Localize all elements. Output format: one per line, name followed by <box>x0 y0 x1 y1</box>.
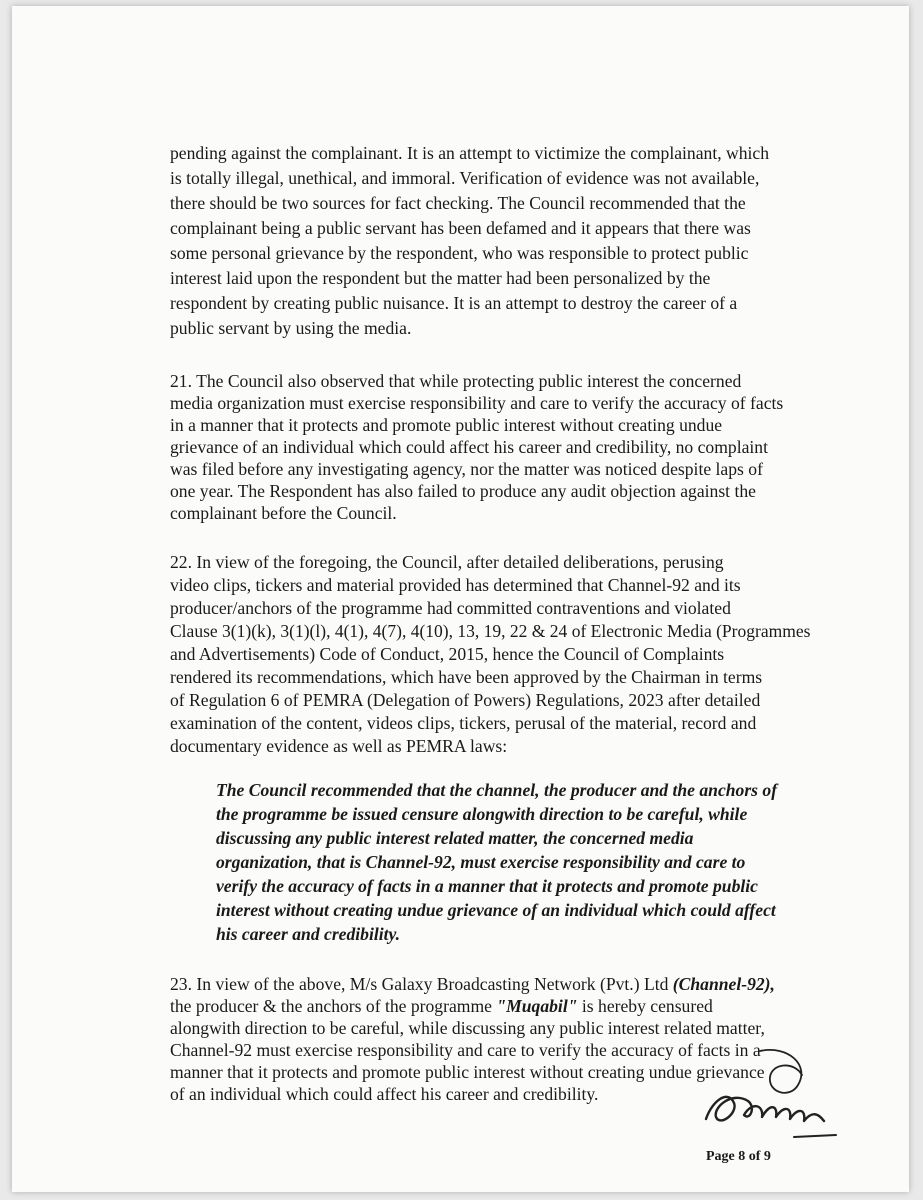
text-span: is hereby censured <box>577 996 713 1016</box>
programme-name-italic: "Muqabil" <box>496 996 578 1016</box>
text-line: Clause 3(1)(k), 3(1)(l), 4(1), 4(7), 4(10), 13, 19, 22 & 24 of Electronic Media (Programmes <box>170 621 811 641</box>
text-line: producer/anchors of the programme had committed contraventions and violated <box>170 598 731 618</box>
text-line: respondent by creating public nuisance. It is an attempt to destroy the career of a <box>170 293 738 313</box>
text-line: one year. The Respondent has also failed to produce any audit objection against the <box>170 481 756 501</box>
text-span: 23. In view of the above, M/s Galaxy Broadcasting Network (Pvt.) Ltd <box>170 974 673 994</box>
text-line: and Advertisements) Code of Conduct, 2015, hence the Council of Complaints <box>170 644 725 664</box>
text-line: of Regulation 6 of PEMRA (Delegation of Powers) Regulations, 2023 after detailed <box>170 690 761 710</box>
text-line: was filed before any investigating agency, nor the matter was noticed despite laps of <box>170 459 763 479</box>
channel-name-italic: (Channel-92), <box>672 974 775 994</box>
text-line: of an individual which could affect his career and credibility. <box>170 1084 599 1104</box>
text-line: public servant by using the media. <box>170 318 412 338</box>
quote-line: organization, that is Channel-92, must exercise responsibility and care to <box>216 852 746 872</box>
quote-line: discussing any public interest related matter, the concerned media <box>216 828 694 848</box>
text-line: rendered its recommendations, which have been approved by the Chairman in terms <box>170 667 763 687</box>
text-line: is totally illegal, unethical, and immoral. Verification of evidence was not available, <box>170 168 760 188</box>
text-line <box>170 995 810 1017</box>
text-line: Channel-92 must exercise responsibility and care to verify the accuracy of facts in a <box>170 1040 761 1060</box>
text-line: 22. In view of the foregoing, the Council, after detailed deliberations, perusing <box>170 552 724 572</box>
text-line: examination of the content, videos clips, tickers, perusal of the material, record and <box>170 713 757 733</box>
text-line: media organization must exercise responsibility and care to verify the accuracy of facts <box>170 393 784 413</box>
signature-icon <box>698 1041 848 1151</box>
text-line: complainant before the Council. <box>170 503 397 523</box>
text-line: interest laid upon the respondent but the matter had been personalized by the <box>170 268 711 288</box>
text-line: in a manner that it protects and promote public interest without creating undue <box>170 415 723 435</box>
text-line: 21. The Council also observed that while protecting public interest the concerned <box>170 371 742 391</box>
text-line: pending against the complainant. It is an attempt to victimize the complainant, which <box>170 143 770 163</box>
text-line: there should be two sources for fact checking. The Council recommended that the <box>170 193 746 213</box>
text-line: grievance of an individual which could affect his career and credibility, no complaint <box>170 437 768 457</box>
text-line: some personal grievance by the respondent, who was responsible to protect public <box>170 243 749 263</box>
text-line <box>170 973 810 995</box>
text-line: alongwith direction to be careful, while discussing any public interest related matter, <box>170 1018 765 1038</box>
text-line: manner that it protects and promote public interest without creating undue grievance <box>170 1062 765 1082</box>
text-line: video clips, tickers and material provided has determined that Channel-92 and its <box>170 575 741 595</box>
quote-line: verify the accuracy of facts in a manner that it protects and promote public <box>216 876 758 896</box>
page-number: Page 8 of 9 <box>706 1149 771 1164</box>
document-page <box>12 6 909 1192</box>
text-span: the producer & the anchors of the programme <box>170 996 497 1016</box>
quote-line: The Council recommended that the channel, the producer and the anchors of <box>216 780 778 800</box>
quote-line: interest without creating undue grievance of an individual which could affect <box>216 900 776 920</box>
text-line: documentary evidence as well as PEMRA laws: <box>170 736 508 756</box>
quote-line: his career and credibility. <box>216 924 401 944</box>
text-line: complainant being a public servant has been defamed and it appears that there was <box>170 218 751 238</box>
quote-line: the programme be issued censure alongwith direction to be careful, while <box>216 804 748 824</box>
